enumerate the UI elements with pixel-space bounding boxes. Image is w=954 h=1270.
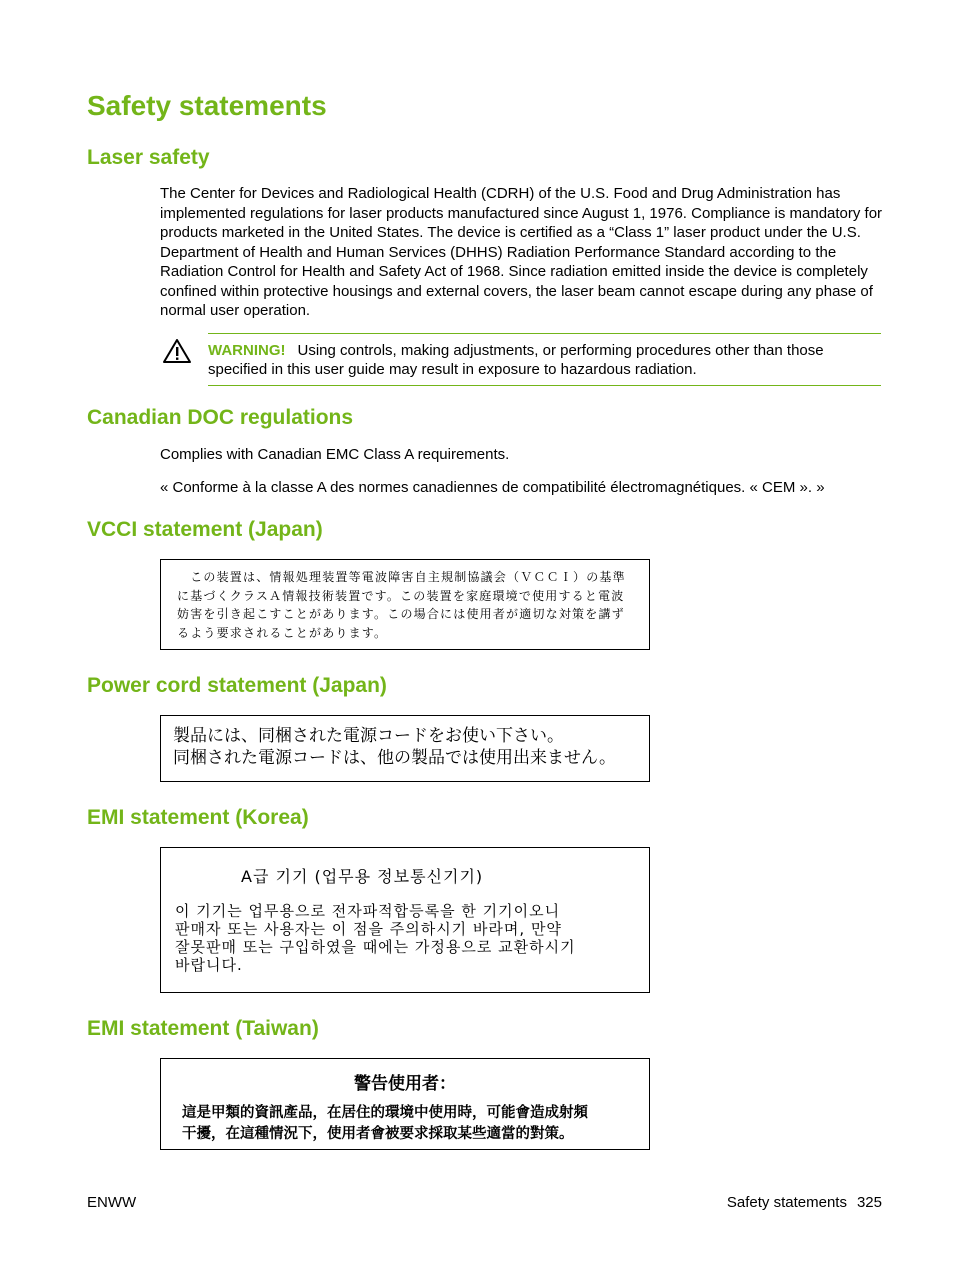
emi-korea-line: 판매자 또는 사용자는 이 점을 주의하시기 바라며, 만약 [175, 920, 562, 938]
footer-page-info [727, 1194, 882, 1211]
canadian-line-1: Complies with Canadian EMC Class A requirements. [160, 446, 510, 463]
emi-taiwan-heading: EMI statement (Taiwan) [87, 1017, 319, 1040]
emi-korea-text [175, 902, 645, 974]
vcci-text [177, 568, 647, 642]
power-cord-statement-box [160, 715, 650, 782]
power-cord-line: 製品には、同梱された電源コードをお使い下さい。 [173, 726, 564, 746]
footer-section-name: Safety statements [726, 1194, 847, 1211]
vcci-line: るよう要求されることがあります。 [177, 625, 388, 640]
laser-safety-heading: Laser safety [87, 146, 210, 169]
emi-taiwan-text [182, 1102, 642, 1144]
vcci-line: この装置は、情報処理装置等電波障害自主規制協議会（ＶＣＣＩ）の基準 [177, 570, 626, 584]
emi-taiwan-line: 這是甲類的資訊產品，在居住的環境中使用時，可能會造成射頻 [182, 1104, 588, 1121]
emi-korea-line: 바랍니다. [175, 956, 243, 974]
emi-korea-statement-box [160, 847, 650, 993]
warning-box [208, 333, 881, 386]
warning-text-block [208, 341, 881, 379]
emi-korea-title: A급 기기 (업무용 정보통신기기) [241, 867, 484, 886]
emi-taiwan-title: 警告使用者： [354, 1074, 456, 1094]
power-cord-text [173, 725, 649, 769]
power-cord-line: 同梱された電源コードは、他の製品では使用出来ません。 [173, 748, 617, 768]
page-title: Safety statements [87, 90, 327, 121]
canadian-doc-heading: Canadian DOC regulations [87, 406, 354, 429]
vcci-statement-box [160, 559, 650, 650]
canadian-line-2: « Conforme à la classe A des normes canadiennes de compatibilité électromagnétiques. « CEM ». » [160, 479, 825, 496]
emi-korea-line: 잘못판매 또는 구입하였을 때에는 가정용으로 교환하시기 [175, 938, 576, 956]
emi-korea-line: 이 기기는 업무용으로 전자파적합등록을 한 기기이오니 [175, 902, 561, 920]
vcci-heading: VCCI statement (Japan) [87, 518, 323, 541]
vcci-line: に基づくクラスＡ情報技術装置です。この装置を家庭環境で使用すると電波 [177, 588, 625, 603]
emi-korea-heading: EMI statement (Korea) [87, 806, 309, 829]
power-cord-heading: Power cord statement (Japan) [87, 674, 387, 697]
warning-triangle-icon [162, 338, 192, 364]
laser-safety-body: The Center for Devices and Radiological Health (CDRH) of the U.S. Food and Drug Administration has implemented regulations for laser products manufactured since August 1, 1976. Compliance is mandatory for products marketed in the United States. The device is certified as a “Class 1” laser product under the U.S. Department of Health and Human Services (DHHS) Radiation Performance Standard according to the Radiation Control for Health and Safety Act of 1968. Since radiation emitted inside the device is completely confined within protective housings and external covers, the laser beam cannot escape during any phase of normal user operation. [160, 185, 883, 319]
emi-taiwan-statement-box [160, 1058, 650, 1150]
vcci-line: 妨害を引き起こすことがあります。この場合には使用者が適切な対策を講ず [177, 607, 625, 621]
footer-enww: ENWW [87, 1194, 137, 1211]
page-number: 325 [856, 1194, 882, 1211]
warning-text: Using controls, making adjustments, or performing procedures other than those specified in this user guide may result in exposure to hazardous radiation. [208, 342, 824, 378]
warning-label: WARNING! [208, 342, 286, 359]
emi-taiwan-line: 干擾，在這種情況下，使用者會被要求採取某些適當的對策。 [182, 1125, 574, 1142]
